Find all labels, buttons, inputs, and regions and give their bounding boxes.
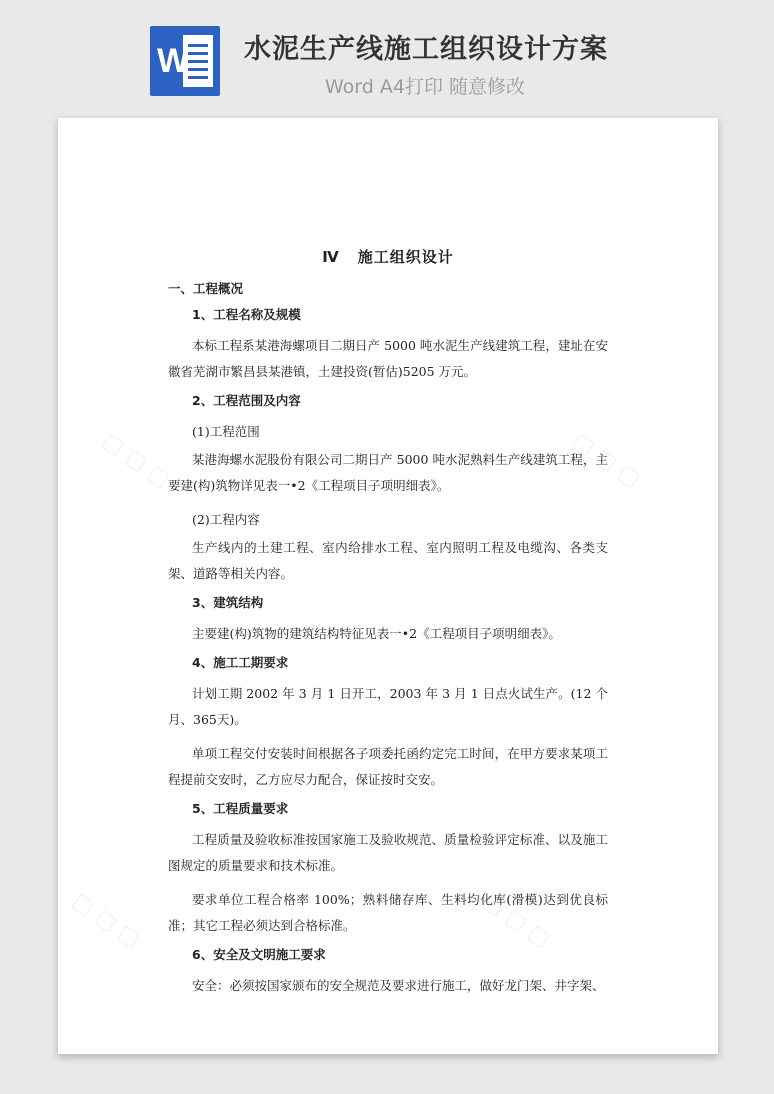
header xyxy=(0,0,774,118)
subsection-heading: 1、工程名称及规模 xyxy=(192,307,301,322)
paragraph: 计划工期 2002 年 3 月 1 日开工，2003 年 3 月 1 日点火试生产。(12 个月、365天)。 xyxy=(168,686,608,727)
subsection-heading: 3、建筑结构 xyxy=(192,595,264,610)
paragraph: 要求单位工程合格率 100%；熟料储存库、生料均化库(滑模)达到优良标准；其它工程必须达到合格标准。 xyxy=(168,892,608,933)
page-subtitle: Word A4打印 随意修改 xyxy=(325,76,526,98)
subsection-heading: 6、安全及文明施工要求 xyxy=(192,947,326,962)
paragraph: (2)工程内容 xyxy=(192,512,260,527)
word-icon-letter: W xyxy=(157,42,190,80)
paragraph: 主要建(构)筑物的建筑结构特征见表一•2《工程项目子项明细表》。 xyxy=(192,626,561,641)
paragraph: (1)工程范围 xyxy=(192,424,260,439)
section-heading: 一、工程概况 xyxy=(168,281,244,296)
watermark: ▢ ▢ ▢ xyxy=(567,428,645,493)
chapter-numeral: Ⅳ xyxy=(322,248,340,266)
page-title: 水泥生产线施工组织设计方案 xyxy=(244,34,608,65)
paragraph: 安全：必须按国家颁布的安全规范及要求进行施工，做好龙门架、井字架、 xyxy=(192,978,605,993)
chapter-heading xyxy=(168,246,608,267)
watermark: ▢ ▢ ▢ xyxy=(67,888,145,953)
document-page xyxy=(58,118,718,1054)
paragraph: 生产线内的土建工程、室内给排水工程、室内照明工程及电缆沟、各类支架、道路等相关内容。 xyxy=(168,540,608,581)
paragraph: 单项工程交付安装时间根据各子项委托函约定完工时间，在甲方要求某项工程提前交安时，乙方应尽力配合，保证按时交安。 xyxy=(168,746,608,787)
paragraph: 工程质量及验收标准按国家施工及验收规范、质量检验评定标准、以及施工图规定的质量要求和技术标准。 xyxy=(168,832,608,873)
paragraph: 本标工程系某港海螺项目二期日产 5000 吨水泥生产线建筑工程，建址在安徽省芜湖市繁昌县某港镇，土建投资(暂估)5205 万元。 xyxy=(168,338,608,379)
subsection-heading: 4、施工工期要求 xyxy=(192,655,289,670)
subsection-heading: 2、工程范围及内容 xyxy=(192,393,301,408)
paragraph: 某港海螺水泥股份有限公司二期日产 5000 吨水泥熟料生产线建筑工程，主要建(构)筑物详见表一•2《工程项目子项明细表》。 xyxy=(168,452,608,493)
subsection-heading: 5、工程质量要求 xyxy=(192,801,289,816)
word-icon xyxy=(150,26,220,96)
watermark: ▢ ▢ ▢ xyxy=(97,428,175,493)
chapter-title: 施工组织设计 xyxy=(357,248,454,266)
document-body xyxy=(168,246,608,1007)
watermark: ▢ ▢ ▢ xyxy=(477,888,555,953)
